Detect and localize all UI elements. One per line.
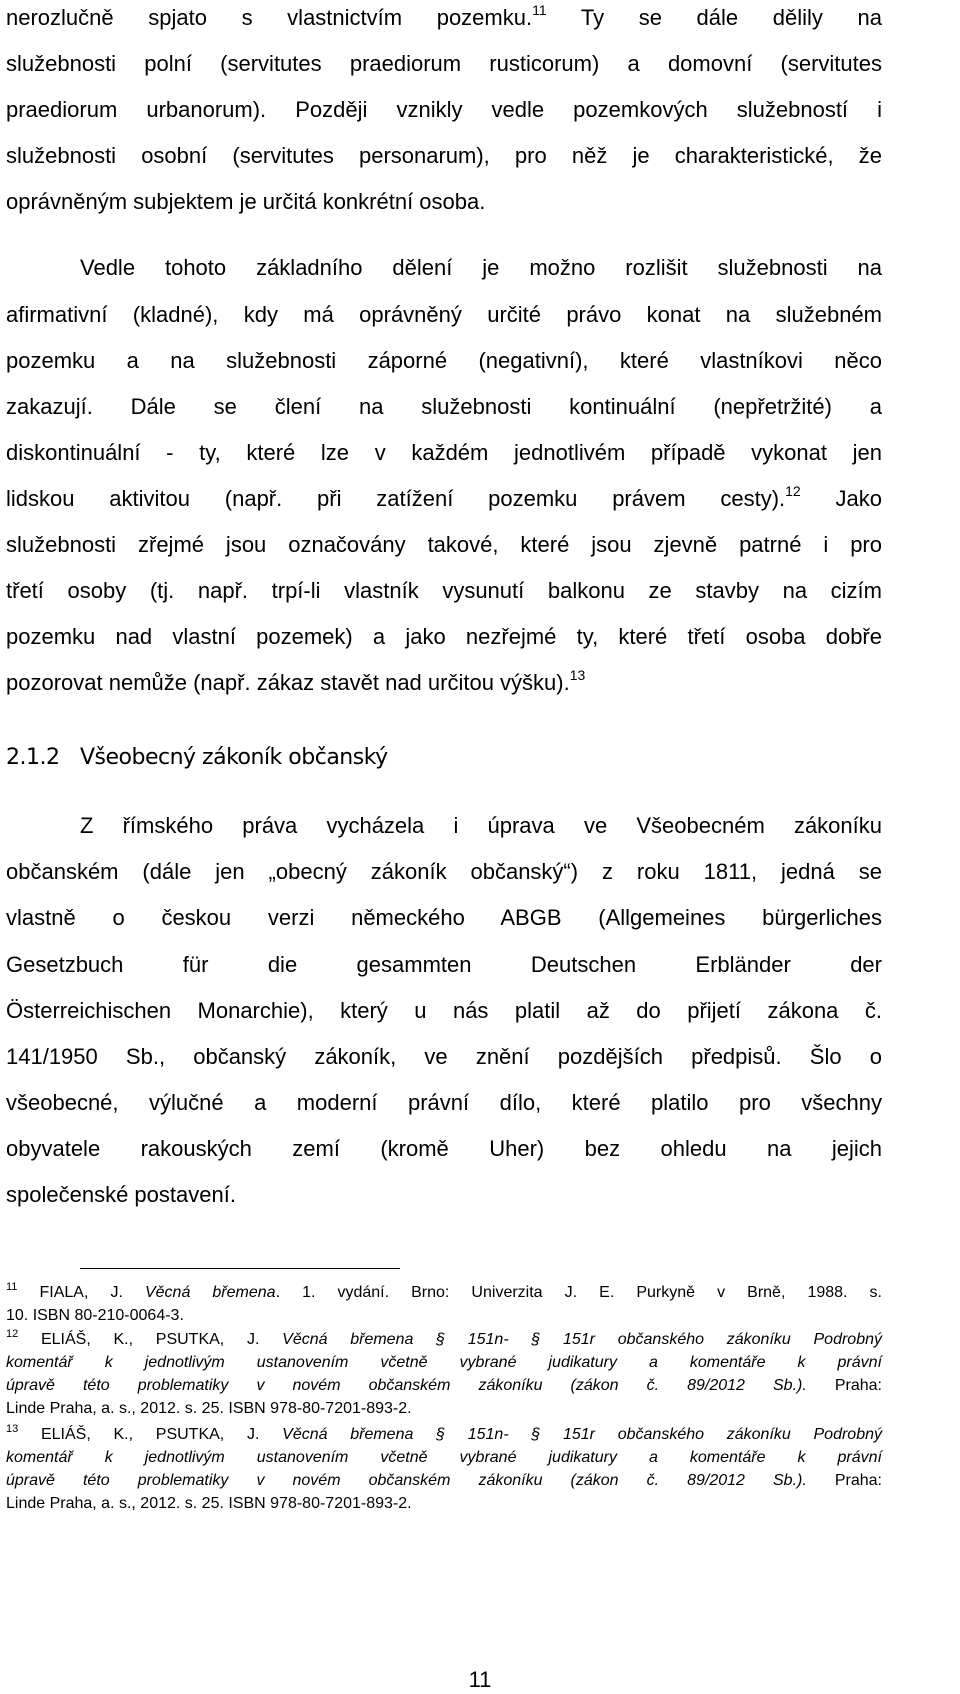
footnote-12-line-4: Linde Praha, a. s., 2012. s. 25. ISBN 978-80-7201-893-2.: [6, 1400, 412, 1417]
footnote-13-number: 13: [6, 1423, 19, 1435]
para1-line-5: oprávněným subjektem je určitá konkrétní osoba.: [6, 189, 486, 214]
footnote-ref-13[interactable]: 13: [569, 667, 586, 683]
para1-line-1: nerozlučně spjato s vlastnictvím pozemku.$^{11}$ Ty se dále dělily na: [6, 2, 882, 30]
para3-line-1: Z římského práva vycházela i úprava ve Všeobecném zákoníku: [80, 813, 882, 838]
para3-line-6: 141/1950 Sb., občanský zákoník, ve znění pozdějších předpisů. Šlo o: [6, 1044, 882, 1069]
para2-line-10: pozorovat nemůže (např. zákaz stavět nad určitou výšku).$^{13}$: [6, 667, 586, 695]
para1-line-3: praediorum urbanorum). Později vznikly vedle pozemkových služebností i: [6, 97, 882, 122]
para1-line-2: služebnosti polní (servitutes praediorum rusticorum) a domovní (servitutes: [6, 51, 882, 76]
footnote-ref-12[interactable]: 12: [785, 483, 801, 499]
para3-line-4: Gesetzbuch für die gesammten Deutschen Erbländer der: [6, 952, 882, 977]
section-number: 2.1.2: [6, 745, 60, 770]
para2-line-1: Vedle tohoto základního dělení je možno rozlišit služebnosti na: [80, 255, 882, 280]
para2-line-4: zakazují. Dále se člení na služebnosti kontinuální (nepřetržité) a: [6, 394, 882, 419]
footnote-12-line-3: úpravě této problematiky v novém občanském zákoníku (zákon č. 89/2012 Sb.). Praha:: [6, 1377, 882, 1394]
para3-line-5: Österreichischen Monarchie), který u nás platil až do přijetí zákona č.: [6, 998, 882, 1023]
footnote-ref-11[interactable]: 11: [532, 2, 547, 18]
para3-line-9: společenské postavení.: [6, 1182, 236, 1207]
para2-line-2: afirmativní (kladné), kdy má oprávněný určité právo konat na služebném: [6, 302, 882, 327]
footnote-13-line-2: komentář k jednotlivým ustanovením včetně vybrané judikatury a komentáře k právní: [6, 1449, 882, 1466]
section-heading: [6, 743, 388, 773]
para1-line-4: služebnosti osobní (servitutes personarum), pro něž je charakteristické, že: [6, 143, 882, 168]
footnote-11-line-1: $^{11}$ FIALA, J. Věcná břemena. 1. vydání. Brno: Univerzita J. E. Purkyně v Brně, 1988. s.: [6, 1281, 883, 1301]
footnote-13-line-3: úpravě této problematiky v novém občanském zákoníku (zákon č. 89/2012 Sb.). Praha:: [6, 1472, 882, 1489]
footnote-12-line-2: komentář k jednotlivým ustanovením včetně vybrané judikatury a komentáře k právní: [6, 1354, 882, 1371]
footnote-11-line-2: 10. ISBN 80-210-0064-3.: [6, 1307, 184, 1324]
footnote-separator: [80, 1268, 400, 1269]
para3-line-8: obyvatele rakouských zemí (kromě Uher) bez ohledu na jejich: [6, 1136, 882, 1161]
page-number: 11: [468, 1667, 492, 1692]
footnote-13-line-4: Linde Praha, a. s., 2012. s. 25. ISBN 978-80-7201-893-2.: [6, 1495, 412, 1512]
para2-line-8: třetí osoby (tj. např. trpí-li vlastník vysunutí balkonu ze stavby na cizím: [6, 578, 882, 603]
para3-line-3: vlastně o českou verzi německého ABGB (Allgemeines bürgerliches: [6, 905, 882, 930]
footnote-13-line-1: $^{13}$ ELIÁŠ, K., PSUTKA, J. Věcná břemena § 151n- § 151r občanského zákoníku Podrobný: [6, 1423, 883, 1443]
footnote-11-number: 11: [6, 1281, 18, 1293]
para3-line-7: všeobecné, výlučné a moderní právní dílo, které platilo pro všechny: [6, 1090, 882, 1115]
para2-line-3: pozemku a na služebnosti záporné (negativní), které vlastníkovi něco: [6, 348, 882, 373]
para2-line-6: lidskou aktivitou (např. při zatížení pozemku právem cesty).$^{12}$ Jako: [6, 483, 882, 511]
para3-line-2: občanském (dále jen „obecný zákoník občanský“) z roku 1811, jedná se: [6, 859, 882, 884]
section-title: Všeobecný zákoník občanský: [80, 745, 388, 770]
para2-line-9: pozemku nad vlastní pozemek) a jako nezřejmé ty, které třetí osoba dobře: [6, 624, 882, 649]
para2-line-5: diskontinuální - ty, které lze v každém jednotlivém případě vykonat jen: [6, 440, 882, 465]
footnote-12-number: 12: [6, 1328, 19, 1340]
footnote-12-line-1: $^{12}$ ELIÁŠ, K., PSUTKA, J. Věcná břemena § 151n- § 151r občanského zákoníku Podrobný: [6, 1328, 883, 1348]
para2-line-7: služebnosti zřejmé jsou označovány takové, které jsou zjevně patrné i pro: [6, 532, 882, 557]
